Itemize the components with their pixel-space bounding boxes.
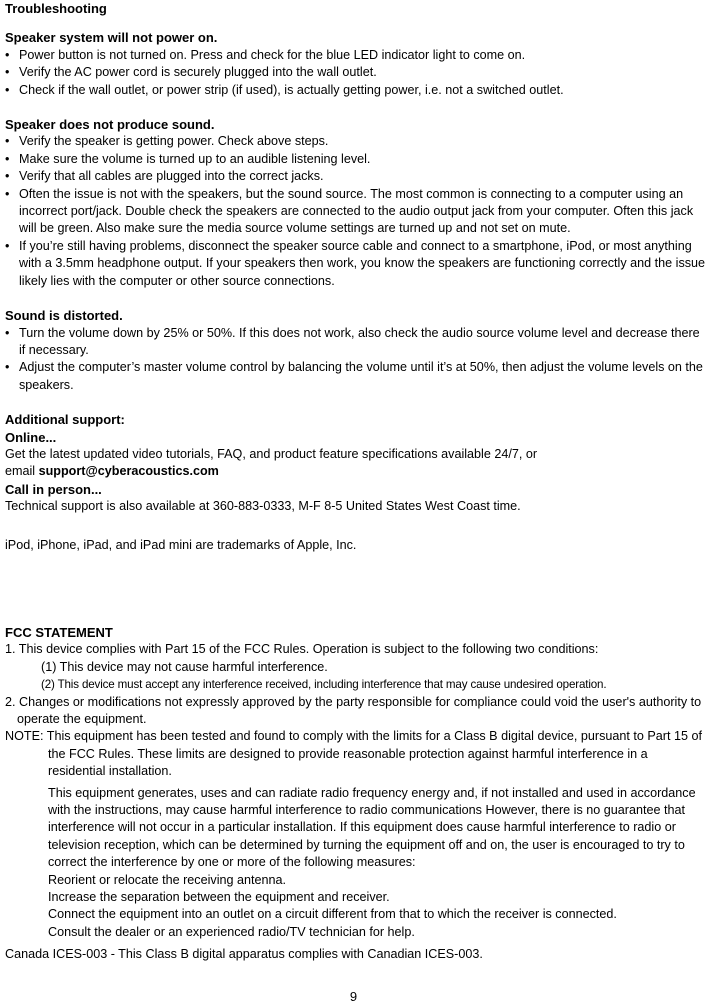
fcc-note-2: This equipment generates, uses and can radiate radio frequency energy and, if not installed and used in accordance with the instructions, may cause harmful interference to radio communications However, there is no guarantee that interference will not occur in a particular installation. If this equipment does cause harmful interference to radio or television reception, which can be determined by turning the equipment off and on, the user is encouraged to try to correct the interference by one or more of the following measures: (48, 785, 696, 870)
list-item: • Check if the wall outlet, or power strip (if used), is actually getting power, i.e. not a switched outlet. (5, 82, 564, 97)
trademark-notice: iPod, iPhone, iPad, and iPad mini are trademarks of Apple, Inc. (5, 537, 357, 552)
support-heading: Additional support: (5, 412, 125, 428)
list-item: • If you’re still having problems, disconnect the speaker source cable and connect to a smartphone, iPod, or most anything with a 3.5mm headphone output. If your speakers then work, you know the speakers are functioning correctly and the issue likely lies with the computer or other source connections. (5, 238, 706, 288)
fcc-measure: Consult the dealer or an experienced radio/TV technician for help. (48, 924, 415, 939)
list-item: • Power button is not turned on. Press and check for the blue LED indicator light to come on. (5, 47, 526, 62)
fcc-measure: Reorient or relocate the receiving antenna. (48, 872, 287, 887)
fcc-condition-2: (2) This device must accept any interference received, including interference that may cause undesired operation. (41, 678, 607, 692)
fcc-item-1: 1. This device complies with Part 15 of the FCC Rules. Operation is subject to the following two conditions: (5, 642, 599, 657)
call-text: Technical support is also available at 360-883-0333, M-F 8-5 United States West Coast time. (5, 499, 521, 514)
list-item: • Verify that all cables are plugged into the correct jacks. (5, 169, 324, 184)
list-item: • Turn the volume down by 25% or 50%. If this does not work, also check the audio source volume level and decrease there if necessary. (5, 325, 700, 357)
online-label: Online... (5, 429, 57, 445)
list-item: • Verify the speaker is getting power. Check above steps. (5, 134, 329, 149)
page-number: 9 (349, 989, 358, 1004)
fcc-note: NOTE: This equipment has been tested and found to comply with the limits for a Class B digital device, pursuant to Part 15 of the FCC Rules. These limits are designed to provide reasonable protection against harmful interference in a residential installation. (5, 729, 702, 779)
fcc-condition-1: (1) This device may not cause harmful interference. (41, 659, 328, 674)
call-label: Call in person... (5, 481, 102, 497)
page-title: Troubleshooting (5, 1, 107, 16)
no-power-heading: Speaker system will not power on. (5, 30, 218, 46)
canada-notice: Canada ICES-003 - This Class B digital apparatus complies with Canadian ICES-003. (5, 947, 483, 962)
support-email: support@cyberacoustics.com (38, 464, 219, 479)
fcc-measure: Increase the separation between the equipment and receiver. (48, 890, 390, 905)
no-sound-heading: Speaker does not produce sound. (5, 117, 215, 133)
document-page (5, 0, 707, 964)
email-prefix: email (5, 464, 39, 479)
distorted-heading: Sound is distorted. (5, 308, 123, 324)
online-text: Get the latest updated video tutorials, FAQ, and product feature specifications available 24/7, or (5, 446, 538, 461)
email-line (5, 463, 707, 480)
fcc-item-2: 2. Changes or modifications not expressly approved by the party responsible for compliance could void the user's authority to operate the equipment. (5, 694, 702, 726)
list-item: • Often the issue is not with the speakers, but the sound source. The most common is connecting to a computer using an incorrect port/jack. Double check the speakers are connected to the audio output jack from your computer. Often this jack will be green. Also make sure the media source volume settings are turned up and not set on mute. (5, 186, 694, 236)
note-label: NOTE: (5, 729, 47, 744)
fcc-heading: FCC STATEMENT (5, 624, 113, 640)
list-item: • Make sure the volume is turned up to an audible listening level. (5, 151, 371, 166)
list-item: • Verify the AC power cord is securely plugged into the wall outlet. (5, 65, 377, 80)
fcc-measure: Connect the equipment into an outlet on a circuit different from that to which the receiver is connected. (48, 907, 617, 922)
list-item: • Adjust the computer’s master volume control by balancing the volume until it’s at 50%, then adjust the volume levels on the speakers. (5, 360, 703, 392)
